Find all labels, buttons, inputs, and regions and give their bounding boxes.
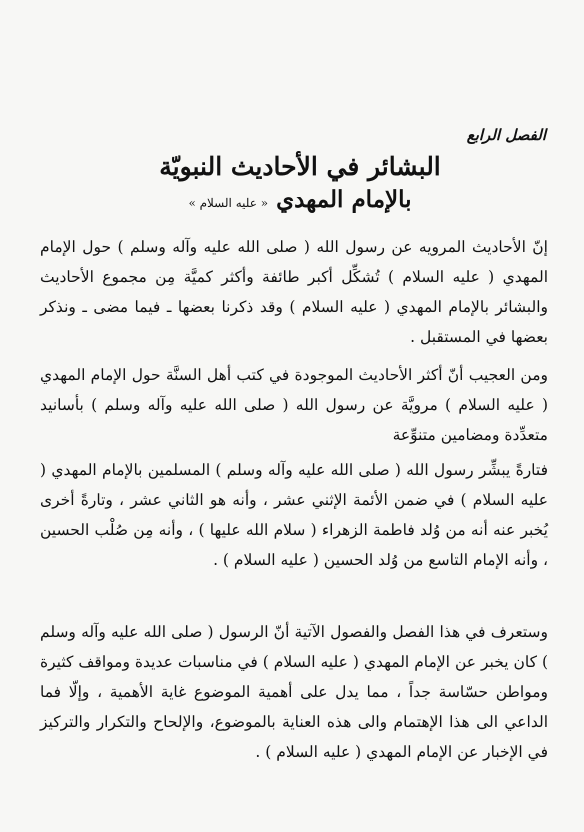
chapter-title-line2 <box>70 184 530 219</box>
paragraph-3: فتارةً يبشِّر رسول الله ( صلى الله عليه وآله وسلم ) المسلمين بالإمام المهدي ( عليه السلام ) في ضمن الأئمة الإثني عشر ، وأنه هو الثاني عشر ، وتارةً أخرى يُخبر عنه أنه من وُلد فاطمة الزهراء ( سلام الله عليها ) ، وأنه مِن صُلْب الحسين ، وأنه الإمام التاسع من وُلد الحسين ( عليه السلام ) . <box>40 461 548 569</box>
paragraph-4: وستعرف في هذا الفصل والفصول الآتية أنّ الرسول ( صلى الله عليه وآله وسلم ) كان يخبر عن الإمام المهدي ( عليه السلام ) في مناسبات عديدة ومواقف كثيرة ومواطن حسّاسة جداً ، مما يدل على أهمية الموضوع غاية الأهمية ، وإلّا فما الداعي الى هذا الإهتمام والى هذه العناية بالموضوع، والإلحاح والتكرار والتركيز في الإخبار عن الإمام المهدي ( عليه السلام ) . <box>40 623 548 761</box>
title-salutation: « عليه السلام » <box>188 196 269 210</box>
chapter-label: الفصل الرابع <box>466 126 546 144</box>
chapter-title-line1: البشائر في الأحاديث النبويّة <box>159 152 441 181</box>
paragraph-2: ومن العجيب أنّ أكثر الأحاديث الموجودة في كتب أهل السنَّة حول الإمام المهدي ( عليه السلام ) مرويَّة عن رسول الله ( صلى الله عليه وآله وسلم ) بأسانيد متعدِّدة ومضامين متنوِّعة <box>40 366 548 444</box>
chapter-title-line2-text: بالإمام المهدي <box>276 186 412 213</box>
paragraph-1: إنّ الأحاديث المرويه عن رسول الله ( صلى الله عليه وآله وسلم ) حول الإمام المهدي ( عليه السلام ) تُشكِّل أكبر طائفة وأكثر كميَّة مِن مجموع الأحاديث والبشائر بالإمام المهدي ( عليه السلام ) وقد ذكرنا بعضها ـ فيما مضى ـ ونذكر بعضها في المستقبل . <box>40 238 548 346</box>
